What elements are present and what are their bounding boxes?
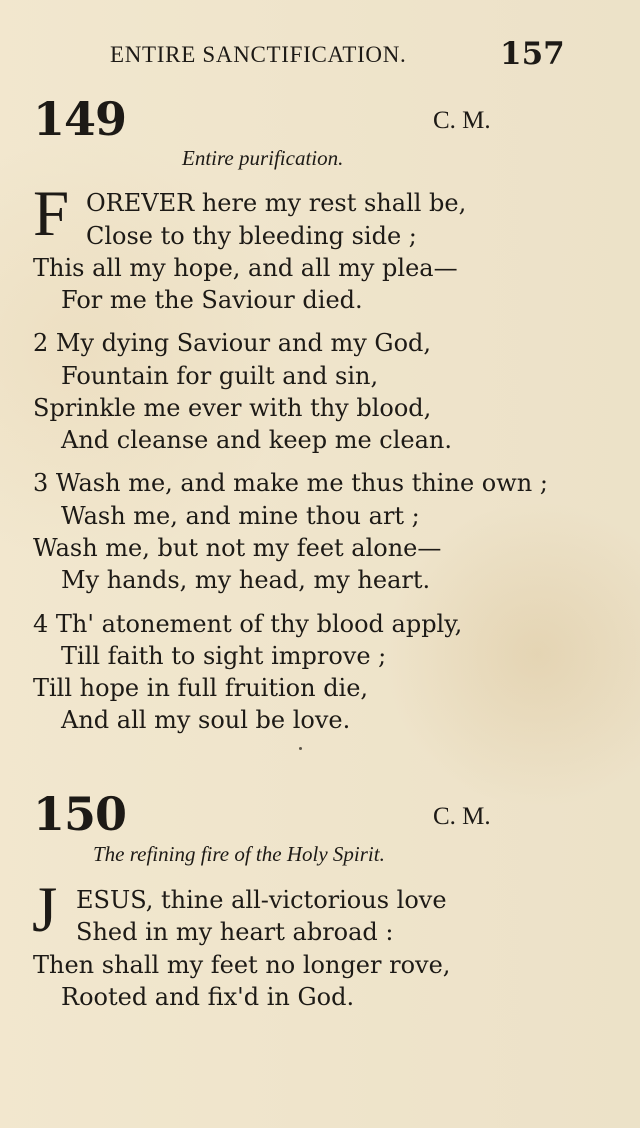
dropcap-j: J: [32, 874, 58, 946]
verse-line: 4 Th' atonement of thy blood apply,: [33, 610, 463, 638]
verse-line: 2 My dying Saviour and my God,: [33, 329, 432, 357]
verse-line: And cleanse and keep me clean.: [61, 426, 453, 454]
verse-line: Fountain for guilt and sin,: [61, 362, 379, 390]
verse-line: 3 Wash me, and make me thus thine own ;: [33, 469, 548, 497]
verse-line: Then shall my feet no longer rove,: [33, 951, 451, 979]
hymn-number-149: 149: [33, 92, 127, 146]
verse-line: OREVER here my rest shall be,: [86, 189, 467, 217]
verse-line: Wash me, and mine thou art ;: [61, 502, 420, 530]
verse-line: My hands, my head, my heart.: [61, 566, 431, 594]
verse-line: Close to thy bleeding side ;: [86, 222, 417, 250]
verse-line: Rooted and fix'd in God.: [61, 983, 355, 1011]
verse-line: Shed in my heart abroad :: [76, 918, 394, 946]
dropcap-f: F: [33, 178, 70, 250]
verse-line: ESUS, thine all-victorious love: [76, 886, 447, 914]
page-number: 157: [500, 36, 565, 72]
verse-line: Sprinkle me ever with thy blood,: [33, 394, 432, 422]
hymn-meter-149: C. M.: [433, 107, 491, 134]
verse-line: And all my soul be love.: [61, 706, 351, 734]
hymn-subtitle-149: Entire purification.: [182, 146, 344, 170]
hymn-meter-150: C. M.: [433, 803, 491, 830]
verse-line: Till faith to sight improve ;: [61, 642, 387, 670]
verse-line: This all my hope, and all my plea—: [33, 254, 458, 282]
verse-line: Wash me, but not my feet alone—: [33, 534, 442, 562]
verse-line: Till hope in full fruition die,: [33, 674, 369, 702]
print-speck: [299, 747, 302, 750]
running-head: ENTIRE SANCTIFICATION.: [110, 42, 407, 67]
hymn-number-150: 150: [33, 787, 127, 841]
hymn-subtitle-150: The refining fire of the Holy Spirit.: [93, 842, 385, 866]
verse-line: For me the Saviour died.: [61, 286, 363, 314]
